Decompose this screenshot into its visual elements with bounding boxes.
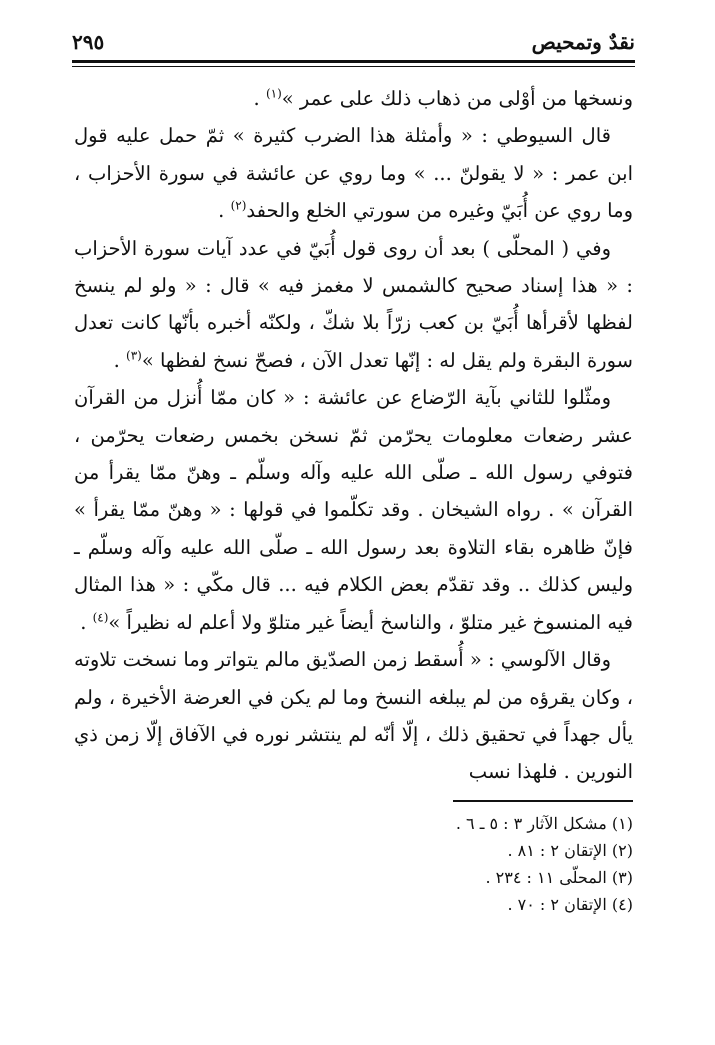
- paragraph-2: [74, 117, 633, 229]
- paragraph-2-end: .: [218, 199, 225, 223]
- footnote-1: (١) مشكل الآثار ٣ : ٥ ـ ٦ .: [455, 814, 633, 833]
- footnote-2: (٢) الإتقان ٢ : ٨١ .: [507, 841, 633, 860]
- footnote-ref-3: (٣): [126, 348, 142, 363]
- header-rule-thin: [72, 66, 635, 67]
- paragraph-5-text: وقال الآلوسي : « أُسقط زمن الصدّيق مالم يتواتر وما نسخت تلاوته ، وكان يقرؤه من لم يبلغه النسخ وما لم يكن في العرضة الأخيرة ، ولم يأل جهداً في تحقيق ذلك ، إلّا أنّه لم ينتشر نوره في الآفاق إلّا زمن ذي النورين . فلهذا نسب: [74, 648, 633, 784]
- running-head-title: نقدٌ وتمحيص: [531, 30, 635, 54]
- paragraph-1-text: ونسخها من أوْلى من ذهاب ذلك على عمر »: [281, 87, 633, 110]
- footnote-ref-4: (٤): [92, 610, 109, 625]
- paragraph-4-end: .: [80, 610, 87, 634]
- paragraph-2-text: قال السيوطي : « وأمثلة هذا الضرب كثيرة » ثمّ حمل عليه قول ابن عمر : « لا يقولنّ ... » وما روي عن عائشة في سورة الأحزاب ، وما روي عن أُبَيّ وغيره من سورتي الخلع والحفد: [74, 124, 633, 223]
- running-head: [72, 28, 635, 62]
- paragraph-3: [74, 230, 633, 380]
- footnote-rule: [453, 800, 633, 802]
- footnotes: [300, 810, 633, 918]
- body-text: [74, 80, 633, 791]
- paragraph-3-end: .: [113, 348, 120, 372]
- paragraph-1-end: .: [253, 87, 260, 110]
- footnote-3: (٣) المحلّى ١١ : ٢٣٤ .: [485, 868, 633, 887]
- page-number: ٢٩٥: [72, 30, 105, 54]
- footnote-ref-2: (٢): [230, 198, 247, 213]
- paragraph-3-text: وفي ( المحلّى ) بعد أن روى قول أُبَيّ في عدد آيات سورة الأحزاب : « هذا إسناد صحيح كالشمس لا مغمز فيه » قال : « ولو لم ينسخ لفظها لأقرأها أُبَيّ بن كعب زرّاً بلا شكّ ، ولكنّه أخبره بأنّها كانت تعدل سورة البقرة ولم يقل له : إنّها تعدل الآن ، فصحّ نسخ لفظها »: [74, 236, 633, 372]
- paragraph-1: [74, 80, 633, 117]
- footnote-4: (٤) الإتقان ٢ : ٧٠ .: [507, 895, 633, 914]
- paragraph-5: [74, 641, 633, 791]
- header-rule-thick: [72, 60, 635, 63]
- paragraph-4-text: ومثّلوا للثاني بآية الرّضاع عن عائشة : « كان ممّا أُنزل من القرآن عشر رضعات معلومات يحرّمن ثمّ نسخن بخمس رضعات يحرّمن ، فتوفي رسول الله ـ صلّى الله عليه وآله وسلّم ـ وهنّ ممّا يقرأ من القرآن » . رواه الشيخان . وقد تكلّموا في قولها : « وهنّ ممّا يقرأ » فإنّ ظاهره بقاء التلاوة بعد رسول الله ـ صلّى الله عليه وآله وسلّم ـ وليس كذلك .. وقد تقدّم بعض الكلام فيه ... قال مكّي : « هذا المثال فيه المنسوخ غير متلوّ ، والناسخ أيضاً غير متلوّ ولا أعلم له نظيراً »: [74, 386, 633, 634]
- paragraph-4: [74, 379, 633, 641]
- footnote-ref-1: (١): [265, 86, 282, 101]
